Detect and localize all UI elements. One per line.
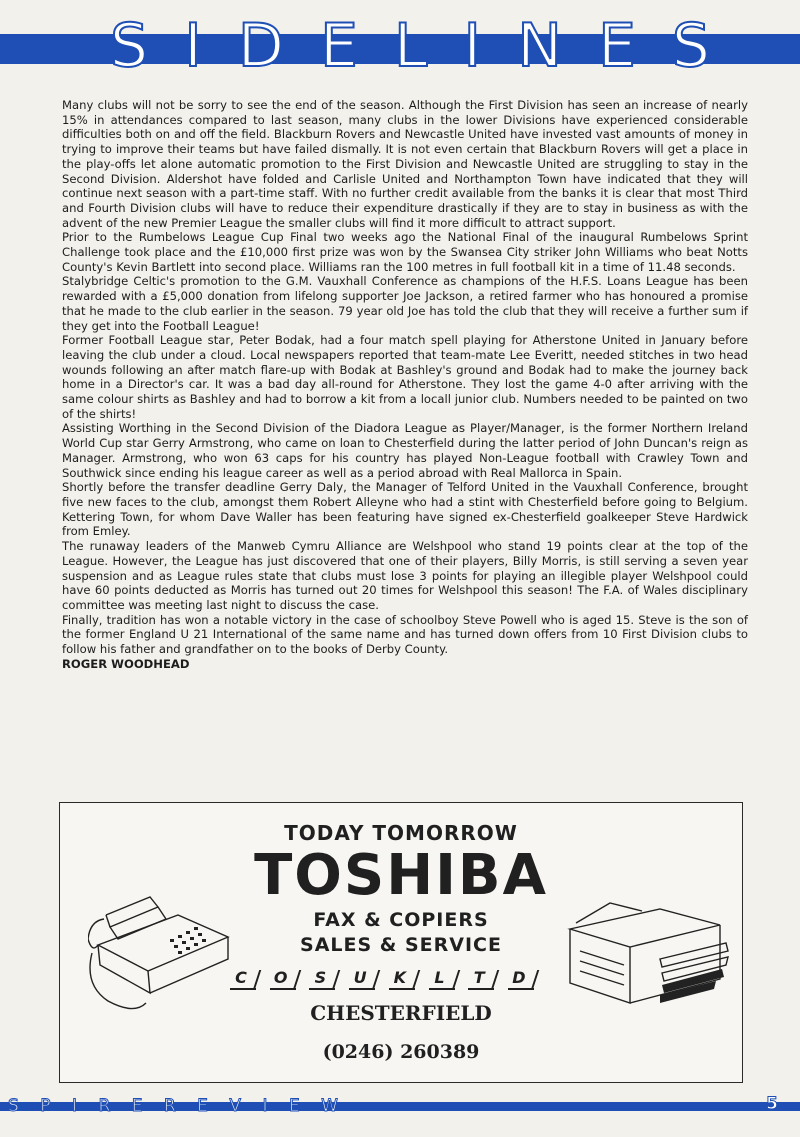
toshiba-advert bbox=[59, 802, 743, 1083]
advert-products: FAX & COPIERS bbox=[313, 909, 489, 931]
title-letter: S bbox=[671, 11, 710, 81]
title-letter: E bbox=[597, 11, 636, 81]
copier-icon bbox=[550, 899, 730, 1019]
company-letter: T bbox=[468, 968, 490, 987]
article-paragraph: Assisting Worthing in the Second Division of the Diadora League as Player/Manager, is the former Northern Ireland World Cup star Gerry Armstrong, who came on loan to Chesterfield during the latter period of John Duncan's reign as Manager. Armstrong, who won 63 caps for his country has played Non-League football with Crawley Town and Southwick since ending his league career as well as a period abroad with Real Mallorca in Spain. bbox=[62, 421, 748, 480]
footer-letter: R bbox=[98, 1096, 111, 1116]
footer-letter: R bbox=[163, 1096, 176, 1116]
article-paragraph: Stalybridge Celtic's promotion to the G.M. Vauxhall Conference as champions of the H.F.S. Loans League has been rewarded with a £5,000 donation from lifelong supporter Joe Jackson, a retired farmer who has honoured a promise that he made to the club earlier in the season. 79 year old Joe has told the club that they will receive a further sum if they get into the Football League! bbox=[62, 274, 748, 333]
company-letter: S bbox=[309, 968, 331, 987]
company-letter: C bbox=[230, 968, 252, 987]
page-number: 5 bbox=[766, 1094, 778, 1114]
title-letter: D bbox=[237, 11, 284, 81]
article-paragraph: Shortly before the transfer deadline Gerry Daly, the Manager of Telford United in the Vauxhall Conference, brought five new faces to the club, amongst them Robert Alleyne who had a stint with Chesterfield before going to Belgium. Kettering Town, for whom Dave Waller has been featuring have signed ex-Chesterfield goalkeeper Steve Hardwick from Emley. bbox=[62, 480, 748, 539]
title-letter: L bbox=[393, 11, 428, 81]
footer-letter: I bbox=[262, 1096, 268, 1116]
advert-services: SALES & SERVICE bbox=[300, 934, 502, 956]
article-paragraph: The runaway leaders of the Manweb Cymru Alliance are Welshpool who stand 19 points clear at the top of the League. However, the League has just discovered that one of their players, Billy Morris, is still serving a seven year suspension and as League rules state that clubs must lose 3 points for playing an illegible player Welshpool could have 60 points deducted as Morris has turned out 20 times for Welshpool this season! The F.A. of Wales disciplinary committee was meeting last night to discuss the case. bbox=[62, 539, 748, 612]
advert-tagline: TODAY TOMORROW bbox=[284, 821, 518, 845]
article-author: ROGER WOODHEAD bbox=[62, 656, 190, 671]
advert-phone: (0246) 260389 bbox=[322, 1041, 480, 1063]
title-letter: E bbox=[320, 11, 358, 81]
footer-letter: I bbox=[71, 1096, 77, 1116]
article-paragraph: Finally, tradition has won a notable victory in the case of schoolboy Steve Powell who is aged 15. Steve is the son of the former England U 21 International of the same name and has turned down offers from 10 First Division clubs to follow his father and grandfather on to the books of Derby County. bbox=[62, 612, 748, 657]
title-letter: S bbox=[110, 11, 149, 81]
article-body bbox=[62, 98, 748, 671]
fax-machine-icon bbox=[88, 875, 238, 1025]
article-paragraph: Prior to the Rumbelows League Cup Final two weeks ago the National Final of the inaugural Rumbelows Sprint Challenge took place and the £10,000 first prize was won by the Swansea City striker John Williams who beat Notts County's Kevin Bartlett into second place. Williams ran the 100 metres in full football kit in a time of 11.48 seconds. bbox=[62, 230, 748, 274]
article-paragraph: Many clubs will not be sorry to see the end of the season. Although the First Division has seen an increase of nearly 15% in attendances compared to last season, many clubs in the lower Divisions have experienced considerable difficulties both on and off the field. Blackburn Rovers and Newcastle United have invested vast amounts of money in trying to improve their teams but have failed dismally. It is not even certain that Blackburn Rovers will get a place in the play-offs let alone automatic promotion to the First Division and Newcastle United are struggling to stay in the Second Division. Aldershot have folded and Carlisle United and Northampton Town have indicated that they will continue next season with a part-time staff. With no further credit available from the banks it is clear that most Third and Fourth Division clubs will have to reduce their expenditure drastically if they are to stay in business as with the advent of the new Premier League the smaller clubs will find it more difficult to attract support. bbox=[62, 98, 748, 230]
advert-city: CHESTERFIELD bbox=[310, 1001, 492, 1025]
footer-letter: W bbox=[321, 1096, 338, 1116]
advert-company-name bbox=[230, 963, 530, 991]
advert-brand: TOSHIBA bbox=[254, 843, 548, 908]
footer-letter: E bbox=[197, 1096, 208, 1116]
article-paragraph: Former Football League star, Peter Bodak, had a four match spell playing for Atherstone United in January before leaving the club under a cloud. Local newspapers reported that team-mate Lee Everitt, needed stitches in two head wounds following an after match flare-up with Bodak at Bashley's ground and Bodak had to make the journey back home in a Director's car. It was a bad day all-round for Atherstone. They lost the game 4-0 after arriving with the same colour shirts as Bashley and had to borrow a kit from a locall junior club. Numbers needed to be painted on two of the shirts! bbox=[62, 333, 748, 421]
title-letter: I bbox=[184, 11, 202, 81]
footer-letter: P bbox=[40, 1096, 51, 1116]
company-letter: K bbox=[389, 968, 411, 987]
company-letter: L bbox=[429, 968, 451, 987]
footer-letter: V bbox=[229, 1096, 242, 1116]
company-letter: D bbox=[508, 968, 530, 987]
title-letter: I bbox=[463, 11, 482, 81]
footer-title bbox=[8, 1095, 338, 1117]
footer-letter: S bbox=[8, 1096, 19, 1116]
company-letter: O bbox=[270, 968, 292, 987]
page-title bbox=[110, 11, 710, 81]
title-letter: N bbox=[517, 11, 562, 81]
company-letter: U bbox=[349, 968, 371, 987]
footer-letter: E bbox=[131, 1096, 143, 1116]
footer-letter: E bbox=[288, 1096, 300, 1116]
